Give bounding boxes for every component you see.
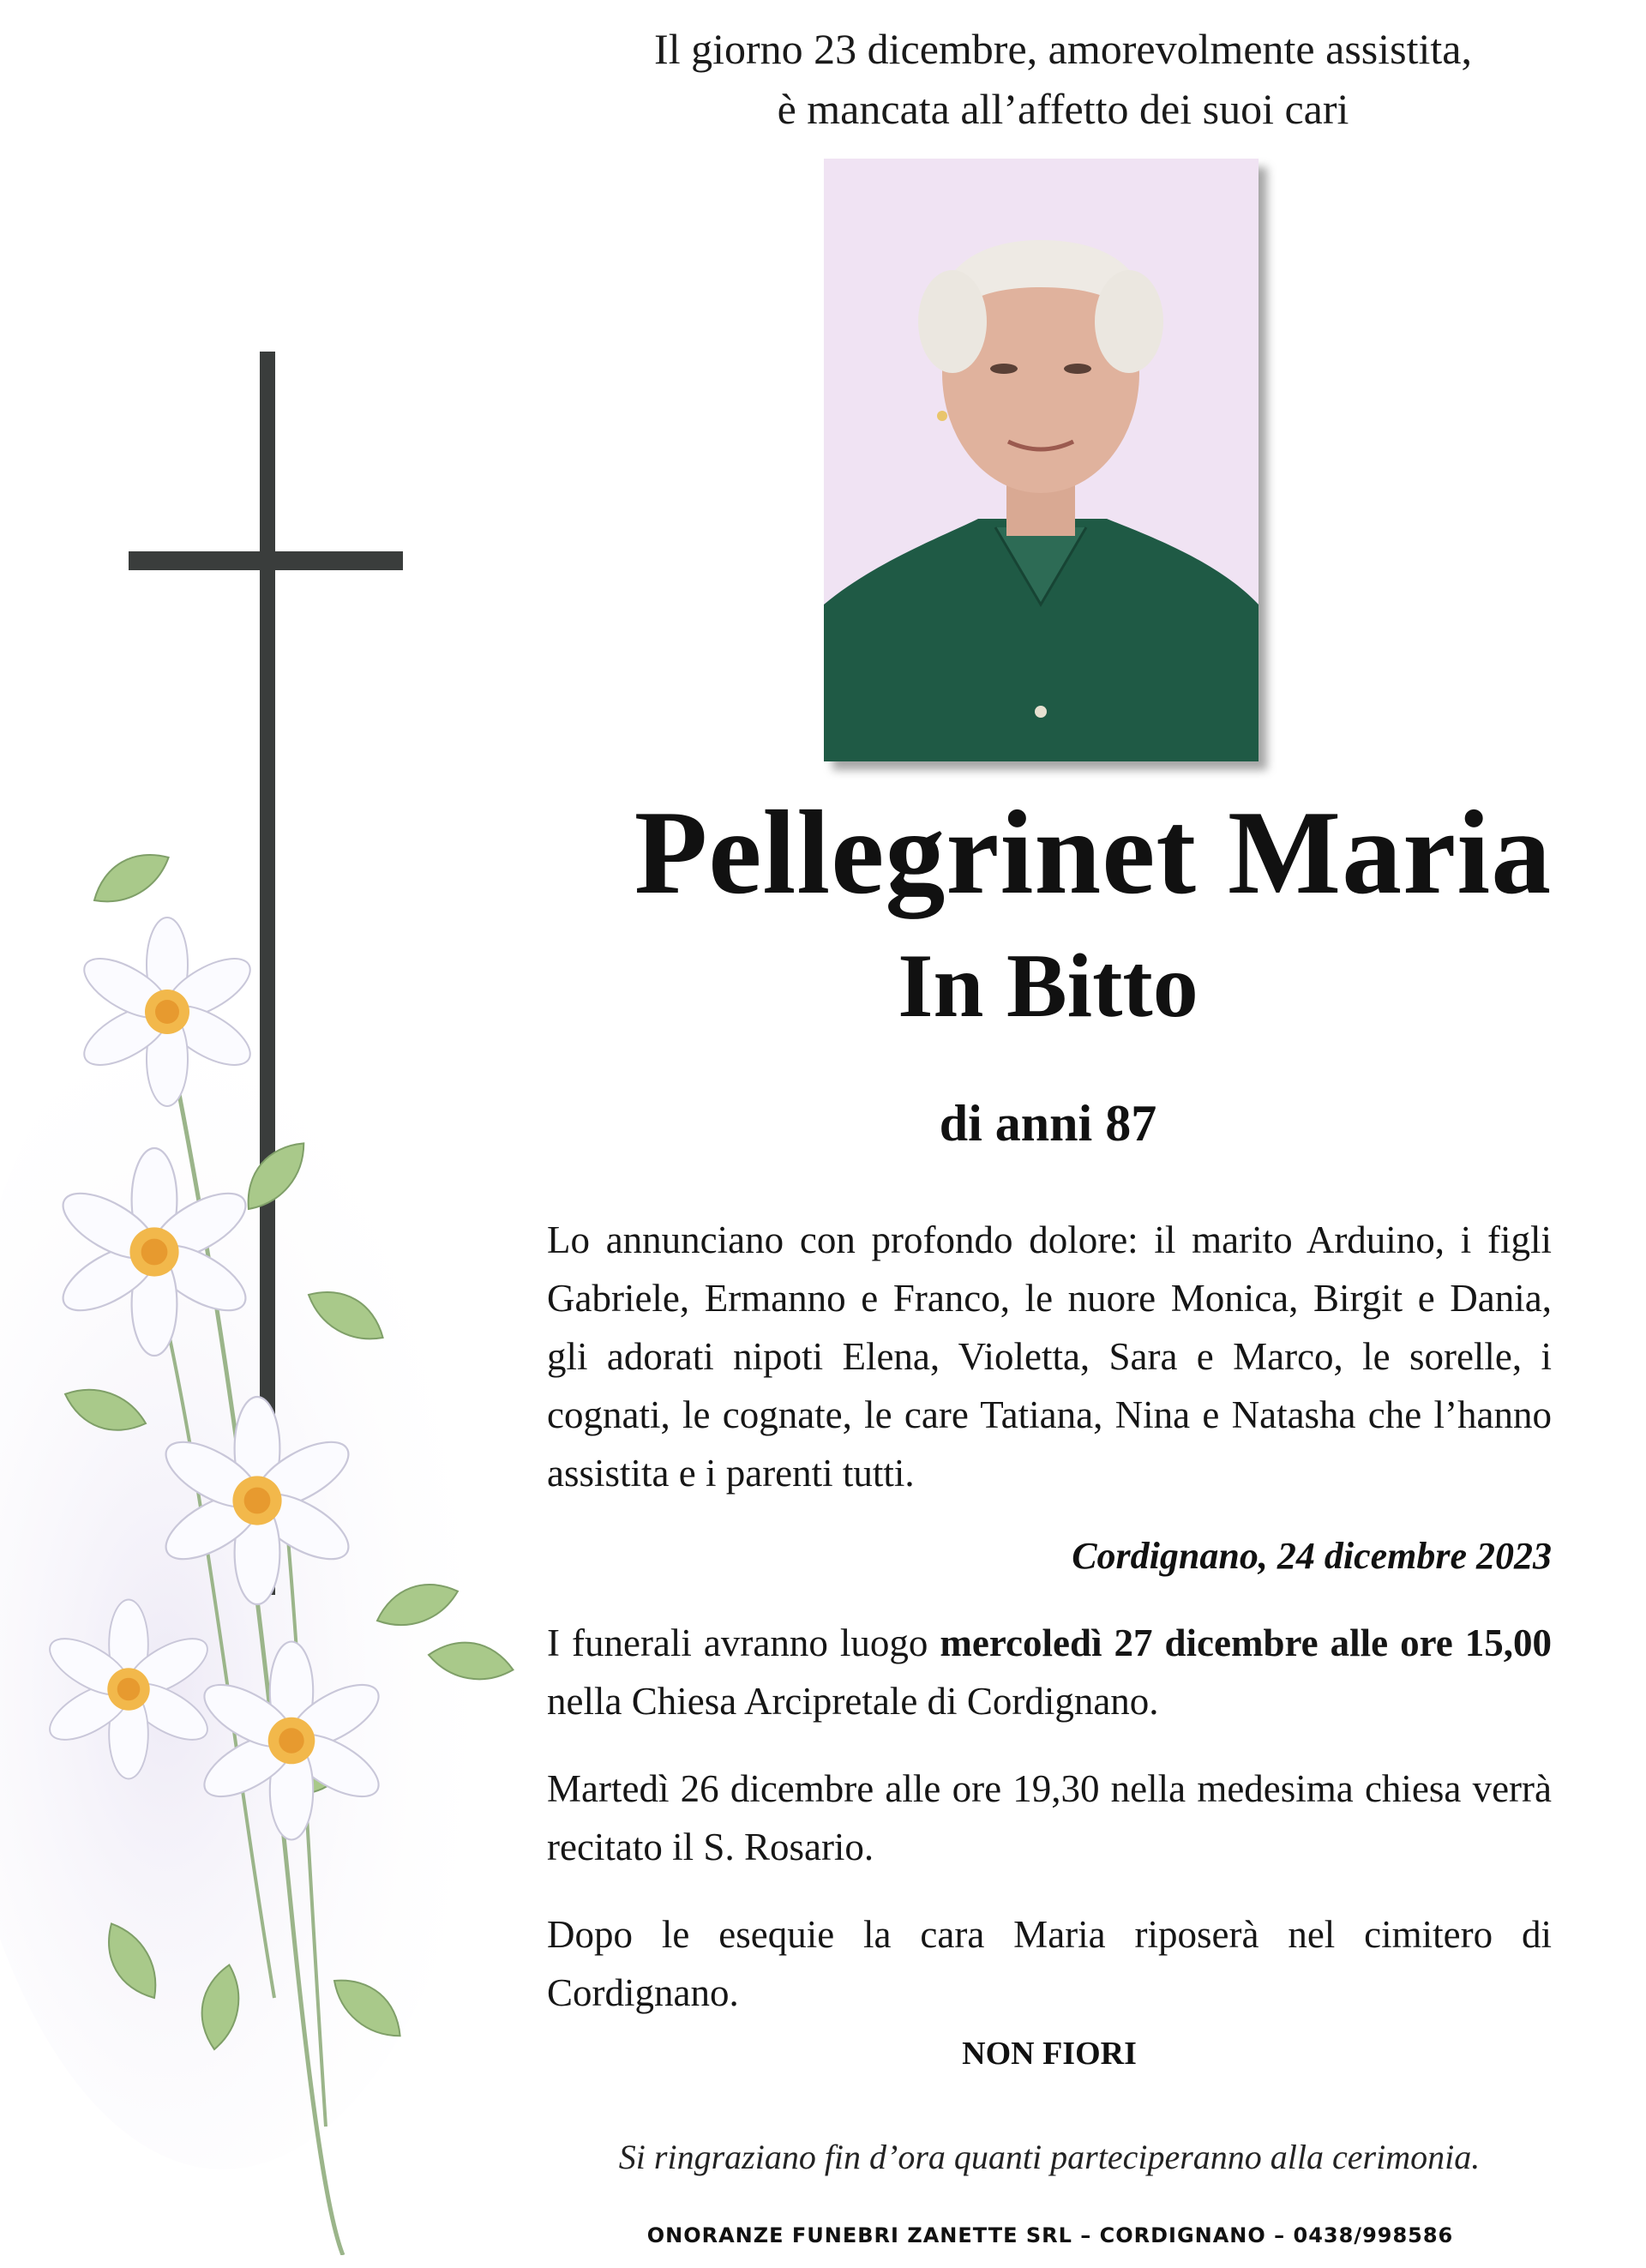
thanks-note: Si ringraziano fin d’ora quanti parteciperanno alla cerimonia. bbox=[618, 2138, 1481, 2176]
funeral-paragraph bbox=[547, 1614, 1552, 1730]
portrait-photo bbox=[824, 159, 1259, 761]
deceased-name: Pellegrinet Maria bbox=[634, 786, 1553, 919]
cross-with-flowers-illustration bbox=[0, 283, 549, 2255]
funeral-text-before: I funerali avranno luogo bbox=[547, 1621, 940, 1664]
funeral-text-after: nella Chiesa Arcipretale di Cordignano. bbox=[547, 1680, 1159, 1723]
place-date-signature: Cordignano, 24 dicembre 2023 bbox=[1072, 1535, 1552, 1577]
intro-text bbox=[549, 19, 1577, 139]
intro-line-2: è mancata all’affetto dei suoi cari bbox=[777, 85, 1349, 133]
funeral-date-time: mercoledì 27 dicembre alle ore 15,00 bbox=[940, 1621, 1552, 1664]
no-flowers-note: NON FIORI bbox=[962, 2036, 1137, 2072]
announcement-paragraph: Lo annunciano con profondo dolore: il marito Arduino, i figli Gabriele, Ermanno e Franco, le nuore Monica, Birgit e Dania, gli adorati nipoti Elena, Violetta, Sara e Marco, le sorelle, i cognati, le cognate, le care Tatiana, Nina e Natasha che l’hanno assistita e i parenti tutti. bbox=[547, 1218, 1552, 1495]
intro-line-1: Il giorno 23 dicembre, amorevolmente assistita, bbox=[654, 25, 1472, 73]
age-text: di anni 87 bbox=[939, 1095, 1157, 1152]
cross-horizontal-bar bbox=[129, 551, 403, 570]
rosary-paragraph: Martedì 26 dicembre alle ore 19,30 nella medesima chiesa verrà recitato il S. Rosario. bbox=[547, 1767, 1552, 1868]
married-name: In Bitto bbox=[898, 935, 1198, 1036]
burial-paragraph: Dopo le esequie la cara Maria riposerà nel cimitero di Cordignano. bbox=[547, 1913, 1552, 2014]
funeral-home-footer: ONORANZE FUNEBRI ZANETTE SRL – CORDIGNANO – 0438/998586 bbox=[646, 2223, 1454, 2247]
